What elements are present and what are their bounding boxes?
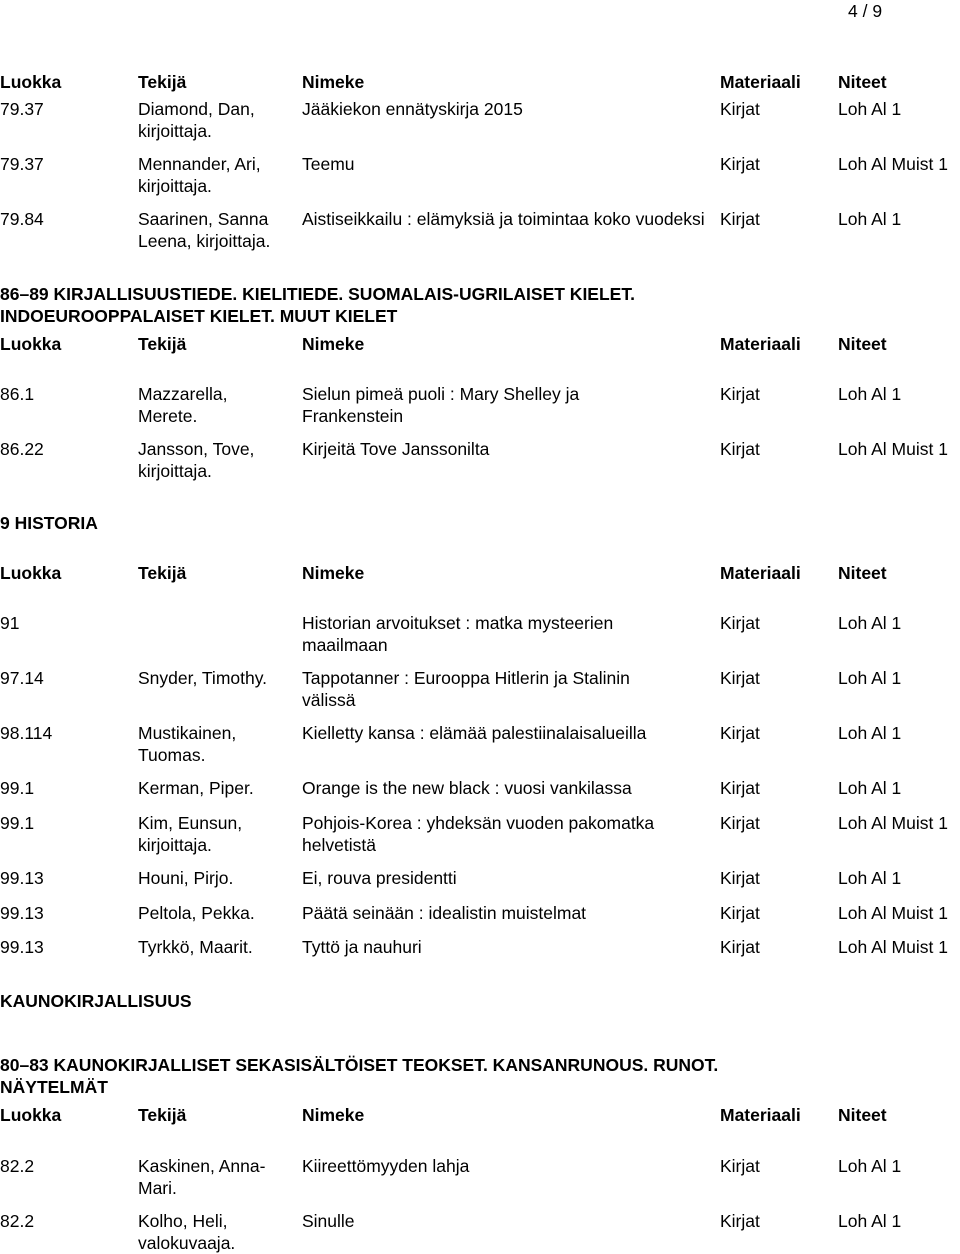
luokka-cell: 79.37 [0,99,44,119]
header-niteet: Niteet [838,563,887,583]
page-number: 4 / 9 [848,1,883,21]
header-materiaali: Materiaali [720,334,801,354]
materiaali-cell: Kirjat [720,1211,760,1231]
nimeke-cell: Jääkiekon ennätyskirja 2015 [302,99,523,119]
tekija-cell: Tyrkkö, Maarit. [138,937,253,957]
materiaali-cell: Kirjat [720,813,760,833]
header-luokka: Luokka [0,1105,62,1125]
niteet-cell: Loh Al 1 [838,613,902,633]
header-materiaali: Materiaali [720,72,801,92]
luokka-cell: 99.13 [0,868,44,888]
materiaali-cell: Kirjat [720,668,760,688]
header-nimeke: Nimeke [302,334,365,354]
materiaali-cell: Kirjat [720,613,760,633]
niteet-cell: Loh Al Muist 1 [838,903,948,923]
materiaali-cell: Kirjat [720,868,760,888]
nimeke-cell: Kiireettömyyden lahja [302,1156,470,1176]
luokka-cell: 99.13 [0,903,44,923]
niteet-cell: Loh Al 1 [838,723,902,743]
header-tekija: Tekijä [138,72,187,92]
header-nimeke: Nimeke [302,1105,365,1125]
luokka-cell: 79.37 [0,154,44,174]
nimeke-cell: Ei, rouva presidentti [302,868,457,888]
header-nimeke: Nimeke [302,72,365,92]
nimeke-cell: Kirjeitä Tove Janssonilta [302,439,490,459]
luokka-cell: 82.2 [0,1156,35,1176]
tekija-cell: Mazzarella, Merete. [138,384,228,426]
nimeke-cell: Kielletty kansa : elämää palestiinalaisalueilla [302,723,647,743]
tekija-cell: Jansson, Tove, kirjoittaja. [138,439,255,481]
nimeke-cell: Historian arvoitukset : matka mysteerien maailmaan [302,613,614,655]
header-nimeke: Nimeke [302,563,365,583]
materiaali-cell: Kirjat [720,209,760,229]
tekija-cell: Saarinen, Sanna Leena, kirjoittaja. [138,209,271,251]
section-heading: KAUNOKIRJALLISUUS [0,991,192,1011]
tekija-cell: Diamond, Dan, kirjoittaja. [138,99,255,141]
header-luokka: Luokka [0,334,62,354]
materiaali-cell: Kirjat [720,778,760,798]
header-materiaali: Materiaali [720,1105,801,1125]
nimeke-cell: Orange is the new black : vuosi vankilassa [302,778,632,798]
luokka-cell: 86.22 [0,439,44,459]
materiaali-cell: Kirjat [720,1156,760,1176]
niteet-cell: Loh Al 1 [838,1211,902,1231]
tekija-cell: Snyder, Timothy. [138,668,268,688]
luokka-cell: 99.13 [0,937,44,957]
section-subheading: 80–83 KAUNOKIRJALLISET SEKASISÄLTÖISET TEOKSET. KANSANRUNOUS. RUNOT. NÄYTELMÄT [0,1055,719,1097]
niteet-cell: Loh Al Muist 1 [838,154,948,174]
tekija-cell: Kerman, Piper. [138,778,254,798]
niteet-cell: Loh Al 1 [838,384,902,404]
niteet-cell: Loh Al 1 [838,868,902,888]
materiaali-cell: Kirjat [720,937,760,957]
niteet-cell: Loh Al Muist 1 [838,937,948,957]
nimeke-cell: Pohjois-Korea : yhdeksän vuoden pakomatka helvetistä [302,813,655,855]
luokka-cell: 99.1 [0,813,35,833]
header-niteet: Niteet [838,72,887,92]
nimeke-cell: Tappotanner : Eurooppa Hitlerin ja Stalinin välissä [302,668,630,710]
tekija-cell: Kolho, Heli, valokuvaaja. [138,1211,236,1253]
tekija-cell: Mustikainen, Tuomas. [138,723,237,765]
nimeke-cell: Teemu [302,154,355,174]
header-luokka: Luokka [0,72,62,92]
materiaali-cell: Kirjat [720,384,760,404]
luokka-cell: 97.14 [0,668,44,688]
materiaali-cell: Kirjat [720,903,760,923]
nimeke-cell: Tyttö ja nauhuri [302,937,422,957]
niteet-cell: Loh Al 1 [838,1156,902,1176]
materiaali-cell: Kirjat [720,99,760,119]
nimeke-cell: Aistiseikkailu : elämyksiä ja toimintaa koko vuodeksi [302,209,705,229]
luokka-cell: 79.84 [0,209,44,229]
tekija-cell: Kaskinen, Anna-Mari. [138,1156,266,1198]
luokka-cell: 98.114 [0,723,53,743]
materiaali-cell: Kirjat [720,723,760,743]
luokka-cell: 86.1 [0,384,35,404]
section-heading: 9 HISTORIA [0,513,98,533]
tekija-cell: Houni, Pirjo. [138,868,234,888]
niteet-cell: Loh Al 1 [838,209,902,229]
luokka-cell: 99.1 [0,778,35,798]
tekija-cell: Mennander, Ari, kirjoittaja. [138,154,261,196]
header-niteet: Niteet [838,1105,887,1125]
materiaali-cell: Kirjat [720,439,760,459]
niteet-cell: Loh Al 1 [838,668,902,688]
nimeke-cell: Sielun pimeä puoli : Mary Shelley ja Frankenstein [302,384,580,426]
niteet-cell: Loh Al Muist 1 [838,439,948,459]
nimeke-cell: Päätä seinään : idealistin muistelmat [302,903,587,923]
luokka-cell: 91 [0,613,20,633]
materiaali-cell: Kirjat [720,154,760,174]
niteet-cell: Loh Al 1 [838,99,902,119]
header-tekija: Tekijä [138,1105,187,1125]
niteet-cell: Loh Al 1 [838,778,902,798]
header-luokka: Luokka [0,563,62,583]
luokka-cell: 82.2 [0,1211,35,1231]
header-tekija: Tekijä [138,334,187,354]
header-tekija: Tekijä [138,563,187,583]
header-niteet: Niteet [838,334,887,354]
tekija-cell: Peltola, Pekka. [138,903,255,923]
nimeke-cell: Sinulle [302,1211,355,1231]
niteet-cell: Loh Al Muist 1 [838,813,948,833]
section-heading: 86–89 KIRJALLISUUSTIEDE. KIELITIEDE. SUOMALAIS-UGRILAISET KIELET. INDOEUROOPPALAISET KIELET. MUUT KIELET [0,284,635,326]
header-materiaali: Materiaali [720,563,801,583]
tekija-cell: Kim, Eunsun, kirjoittaja. [138,813,243,855]
